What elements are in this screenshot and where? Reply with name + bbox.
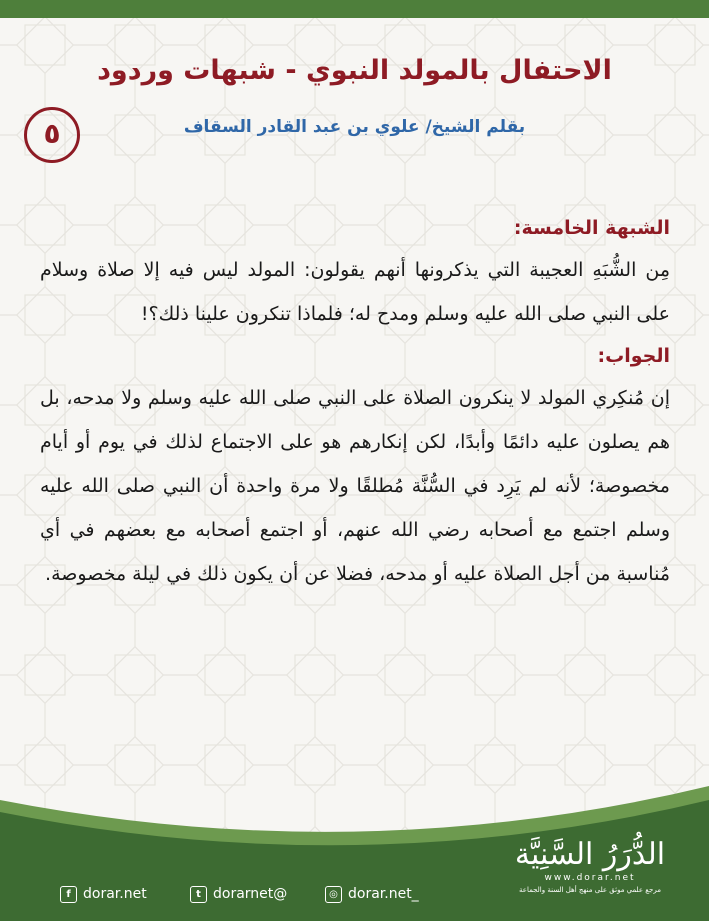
section-heading-answer: الجواب: [597, 345, 670, 367]
instagram-icon: ◎ [325, 886, 342, 903]
facebook-link[interactable] [60, 883, 147, 905]
section-heading-doubt: الشبهة الخامسة: [513, 217, 670, 239]
logo-text: الدُّرَرُ السَّنِيَّة [514, 837, 666, 872]
twitter-handle: dorarnet@ [213, 886, 288, 902]
answer-paragraph: إن مُنكِري المولد لا ينكرون الصلاة على النبي صلى الله عليه وسلم ولا مدحه، بل هم يصلون عليه دائمًا وأبدًا، لكن إنكارهم هو على الاجتماع لذلك في يوم أو أيام مخصوصة؛ لأنه لم يَرِد في السُّنَّة مُطلقًا ولا مرة واحدة أن النبي صلى الله عليه وسلم اجتمع مع أصحابه رضي الله عنهم، أو اجتمع أصحابه مع بعضهم في أي مُناسبة من أجل الصلاة عليه أو مدحه، فضلا عن أن يكون ذلك في ليلة مخصوصة. [40, 387, 670, 585]
site-logo [495, 838, 685, 896]
logo-tagline: مرجع علمي موثق على منهج أهل السنة والجماعة [519, 886, 661, 894]
issue-number-badge: ٥ [24, 107, 80, 163]
page-title: الاحتفال بالمولد النبوي - شبهات وردود [97, 55, 612, 86]
facebook-icon: f [60, 886, 77, 903]
instagram-link[interactable] [325, 883, 419, 905]
twitter-link[interactable] [190, 883, 287, 905]
author-line: بقلم الشيخ/ علوي بن عبد القادر السقاف [183, 117, 526, 137]
logo-url: www.dorar.net [544, 873, 636, 883]
facebook-handle: dorar.net [83, 886, 147, 902]
doubt-paragraph: مِن الشُّبَهِ العجيبة التي يذكرونها أنهم يقولون: المولد ليس فيه إلا صلاة وسلام على النبي صلى الله عليه وسلم ومدح له؛ فلماذا تنكرون علينا ذلك؟! [40, 259, 670, 325]
top-bar [0, 0, 709, 18]
article-body [40, 208, 670, 596]
instagram-handle: dorar.net_ [348, 886, 419, 902]
twitter-icon: t [190, 886, 207, 903]
